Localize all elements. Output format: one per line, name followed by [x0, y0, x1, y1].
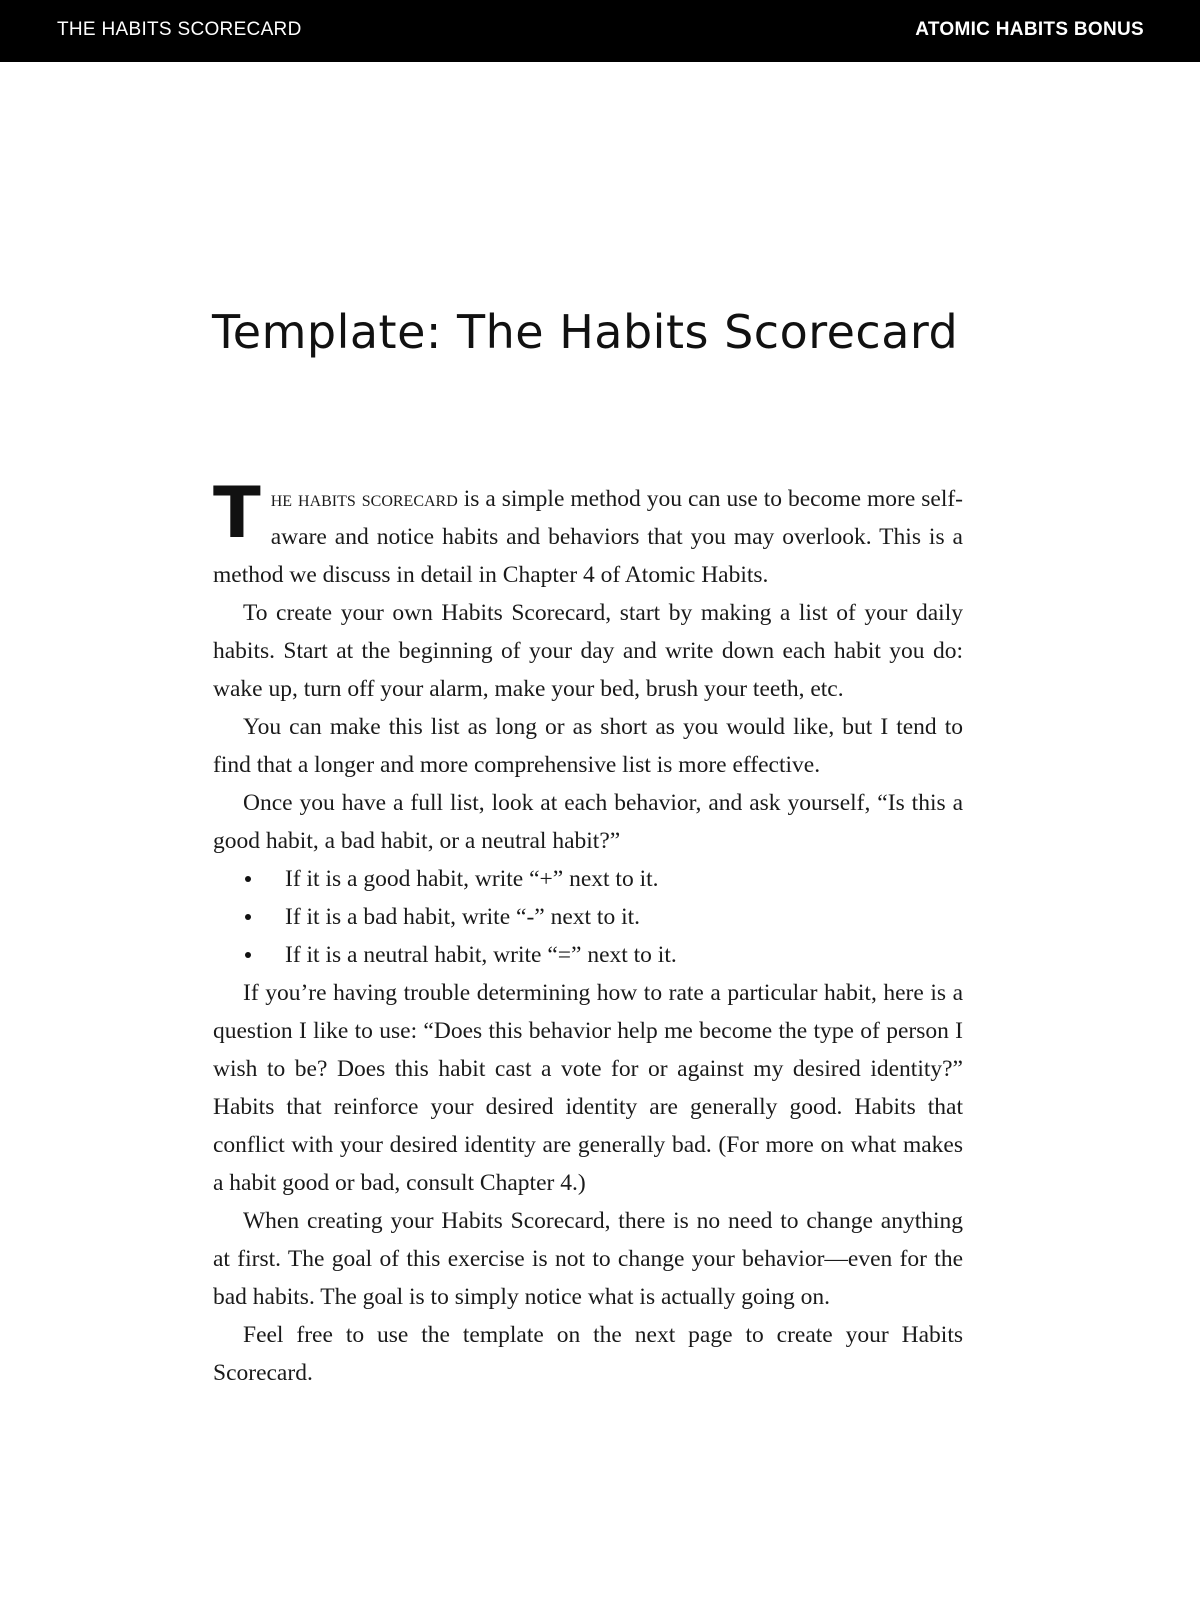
page-title: Template: The Habits Scorecard: [212, 305, 959, 359]
intro-text: is a simple method you can use to become more self-aware and notice habits and behaviors that you may overlook. This is a method we discuss in detail in Chapter 4 of Atomic Habits.: [213, 486, 963, 588]
header-bar: [0, 0, 1200, 62]
intro-smallcaps: he habits scorecard: [270, 486, 458, 512]
rating-list: [213, 860, 963, 974]
intro-paragraph: [213, 472, 963, 594]
paragraph: Once you have a full list, look at each behavior, and ask yourself, “Is this a good habit, a bad habit, or a neutral habit?”: [213, 790, 963, 854]
drop-cap: T: [213, 472, 261, 554]
paragraph: To create your own Habits Scorecard, start by making a list of your daily habits. Start at the beginning of your day and write down each habit you do: wake up, turn off your alarm, make your bed, brush your teeth, etc.: [213, 600, 963, 702]
list-item: If it is a bad habit, write “-” next to it.: [213, 898, 963, 936]
paragraph: Feel free to use the template on the next page to create your Habits Scorecard.: [213, 1322, 963, 1386]
section-title: THE HABITS SCORECARD: [57, 19, 302, 40]
book-title: ATOMIC HABITS BONUS: [915, 19, 1144, 40]
list-item: If it is a good habit, write “+” next to it.: [213, 860, 963, 898]
paragraph: If you’re having trouble determining how to rate a particular habit, here is a question I like to use: “Does this behavior help me become the type of person I wish to be? Does this habit cast a vote for or against my desired identity?” Habits that reinforce your desired identity are generally good. Habits that conflict with your desired identity are generally bad. (For more on what makes a habit good or bad, consult Chapter 4.): [213, 980, 963, 1196]
paragraph: When creating your Habits Scorecard, there is no need to change anything at first. The goal of this exercise is not to change your behavior—even for the bad habits. The goal is to simply notice what is actually going on.: [213, 1208, 963, 1310]
body-text: [213, 472, 963, 1392]
bullet-icon: [245, 914, 251, 920]
paragraph: You can make this list as long or as short as you would like, but I tend to find that a longer and more comprehensive list is more effective.: [213, 714, 963, 778]
list-item: If it is a neutral habit, write “=” next to it.: [213, 936, 963, 974]
bullet-icon: [245, 952, 251, 958]
bullet-icon: [245, 876, 251, 882]
